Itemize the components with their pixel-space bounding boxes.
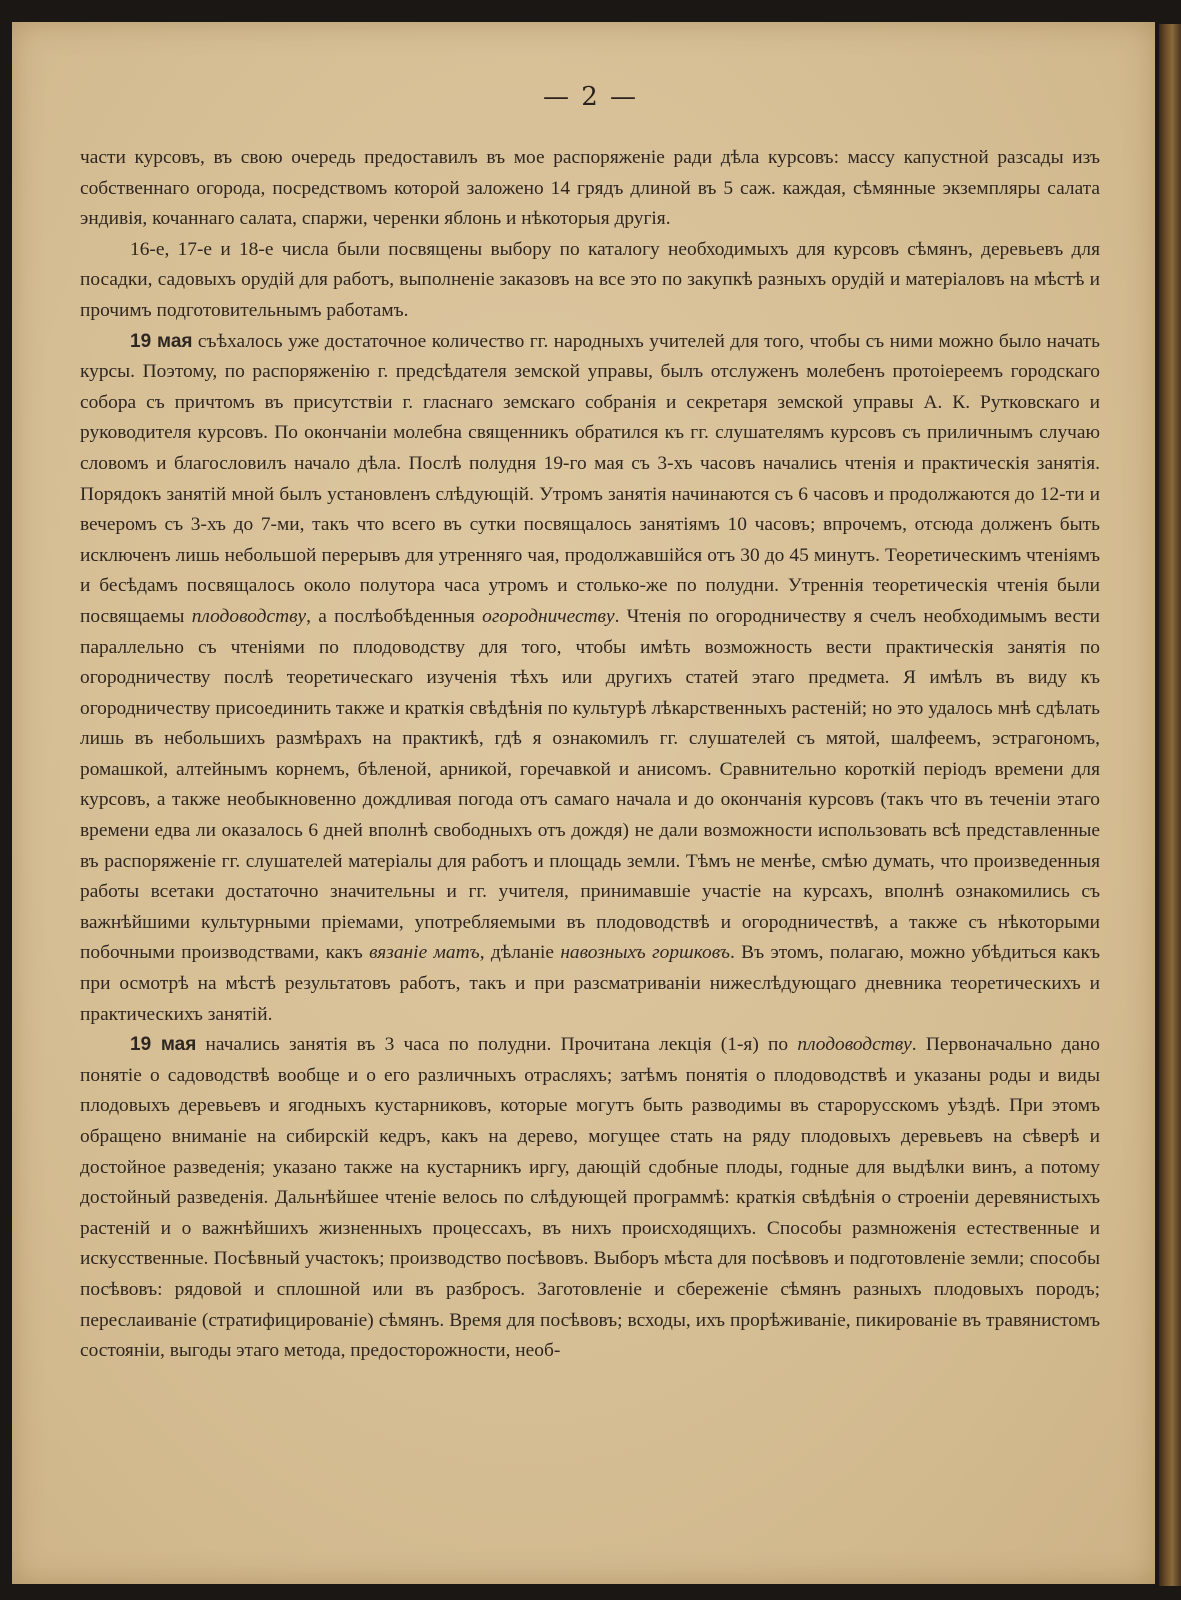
paragraph-text: , а послѣобѣденныя bbox=[306, 605, 483, 627]
italic-term: вязаніе матъ bbox=[369, 942, 480, 964]
paragraph-text: . Въ этомъ, полагаю, можно убѣдиться какъ при осмотрѣ на мѣстѣ результатовъ работъ, такъ и при разсматриваніи нижеслѣдующаго дневника теоретическихъ и практическихъ занятій. bbox=[80, 942, 1100, 1025]
page-body-text bbox=[80, 143, 1100, 1367]
book-spine-edge bbox=[1159, 24, 1181, 1586]
paragraph-text: съѣхалось уже достаточное количество гг. народныхъ учителей для того, чтобы съ ними можно было начать курсы. Поэтому, по распоряженію г. предсѣдателя земской управы, былъ отслуженъ молебенъ протоіереемъ городскаго собора съ причтомъ въ присутствіи г. гласнаго земскаго собранія и секретаря земской управы А. К. Рутковскаго и руководителя курсовъ. По окончаніи молебна священникъ обратился къ гг. слушателямъ курсовъ съ приличнымъ случаю словомъ и благословилъ начало дѣла. Послѣ полудня 19-го мая съ 3-хъ часовъ начались чтенія и практическія занятія. Порядокъ занятій мной былъ установленъ слѣдующій. Утромъ занятія начинаются съ 6 часовъ и продолжаются до 12-ти и вечеромъ съ 3-хъ до 7-ми, такъ что всего въ сутки посвящалось занятіямъ 10 часовъ; впрочемъ, отсюда долженъ быть исключенъ лишь небольшой перерывъ для утренняго чая, продолжавшійся отъ 30 до 45 минутъ. Теоретическимъ чтеніямъ и бесѣдамъ посвящалось около полутора часа утромъ и столько-же по полудни. Утреннія теоретическія чтенія были посвящаемы bbox=[80, 330, 1101, 627]
paragraph-text: начались занятія въ 3 часа по полудни. Прочитана лекція (1-я) по bbox=[196, 1034, 798, 1056]
italic-term: плодоводству bbox=[797, 1034, 912, 1056]
paragraph-text: . Первоначально дано понятіе о садоводствѣ вообще и о его различныхъ отрасляхъ; затѣмъ понятія о плодоводствѣ и указаны роды и виды плодовыхъ деревьевъ и ягодныхъ кустарниковъ, которые могутъ быть разводимы въ старорусскомъ уѣздѣ. При этомъ обращено вниманіе на сибирскій кедръ, какъ на дерево, могущее стать на ряду плодовыхъ деревьевъ на сѣверѣ и достойное разведенія; указано также на кустарникъ иргу, дающій сдобные плоды, годные для выдѣлки винъ, а потому достойный разведенія. Дальнѣйшее чтеніе велось по слѣдующей программѣ: краткія свѣдѣнія о строеніи деревянистыхъ растеній и о важнѣйшихъ жизненныхъ процессахъ, въ нихъ происходящихъ. Способы размноженія естественные и искусственные. Посѣвный участокъ; производство посѣвовъ. Выборъ мѣста для посѣвовъ и подготовленіе земли; способы посѣвовъ: рядовой и сплошной или въ разбросъ. Заготовленіе и сбереженіе сѣмянъ разныхъ плодовыхъ породъ; переслаиваніе (стратифицированіе) сѣмянъ. Время для посѣвовъ; всходы, ихъ прорѣживаніе, пикированіе въ травянистомъ состояніи, выгоды этаго метода, предосторожности, необ- bbox=[80, 1034, 1100, 1362]
paragraph-date: 19 мая bbox=[130, 1034, 197, 1056]
paragraph-first-lecture bbox=[80, 1030, 1100, 1367]
page-number: — 2 — bbox=[542, 82, 639, 112]
paragraph-course-opening bbox=[80, 327, 1100, 1031]
paragraph-date: 19 мая bbox=[130, 330, 193, 352]
paragraph-text: , дѣланіе bbox=[479, 942, 561, 964]
italic-term: плодоводству bbox=[191, 605, 307, 627]
italic-term: огородничеству bbox=[482, 605, 615, 627]
paragraph-continued: части курсовъ, въ свою очередь предоставилъ въ мое распоряженіе ради дѣла курсовъ: массу капустной разсады изъ собственнаго огорода, посредствомъ которой заложено 14 грядъ длиной въ 5 саж. каждая, сѣмянные экземпляры салата эндивія, кочаннаго салата, спаржи, черенки яблонь и нѣкоторыя другія. bbox=[80, 147, 1100, 230]
paragraph-preparations: 16-е, 17-е и 18-е числа были посвящены выбору по каталогу необходимыхъ для курсовъ сѣмянъ, деревьевъ для посадки, садовыхъ орудій для работъ, выполненіе заказовъ на все это по закупкѣ разныхъ орудій и матеріаловъ на мѣстѣ и прочимъ подготовительнымъ работамъ. bbox=[80, 238, 1100, 321]
paragraph-text: . Чтенія по огородничеству я счелъ необходимымъ вести параллельно съ чтеніями по плодоводству для того, чтобы имѣть возможность вести практическія занятія по огородничеству послѣ теоретическаго изученія тѣхъ или другихъ статей этаго предмета. Я имѣлъ въ виду къ огородничеству присоединить также и краткія свѣдѣнія по культурѣ лѣкарственныхъ растеній; но это удалось мнѣ сдѣлать лишь въ небольшихъ размѣрахъ на практикѣ, гдѣ я ознакомилъ гг. слушателей съ мятой, шалфеемъ, эстрагономъ, ромашкой, алтейнымъ корнемъ, бѣленой, арникой, горечавкой и анисомъ. Сравнительно короткій періодъ времени для курсовъ, а также необыкновенно дождливая погода отъ самаго начала и до окончанія курсовъ (такъ что въ теченіи этаго времени едва ли оказалось 6 дней вполнѣ свободныхъ отъ дождя) не дали возможности использовать всѣ представленные въ распоряженіе гг. слушателей матеріалы для работъ и площадь земли. Тѣмъ не менѣе, смѣю думать, что произведенныя работы всетаки достаточно значительны и гг. учителя, принимавшіе участіе на курсахъ, вполнѣ ознакомились съ важнѣйшими культурными пріемами, употребляемыми въ плодоводствѣ и огородничествѣ, а также съ нѣкоторыми побочными производствами, какъ bbox=[80, 605, 1100, 964]
italic-term: навозныхъ горшковъ bbox=[560, 942, 730, 964]
